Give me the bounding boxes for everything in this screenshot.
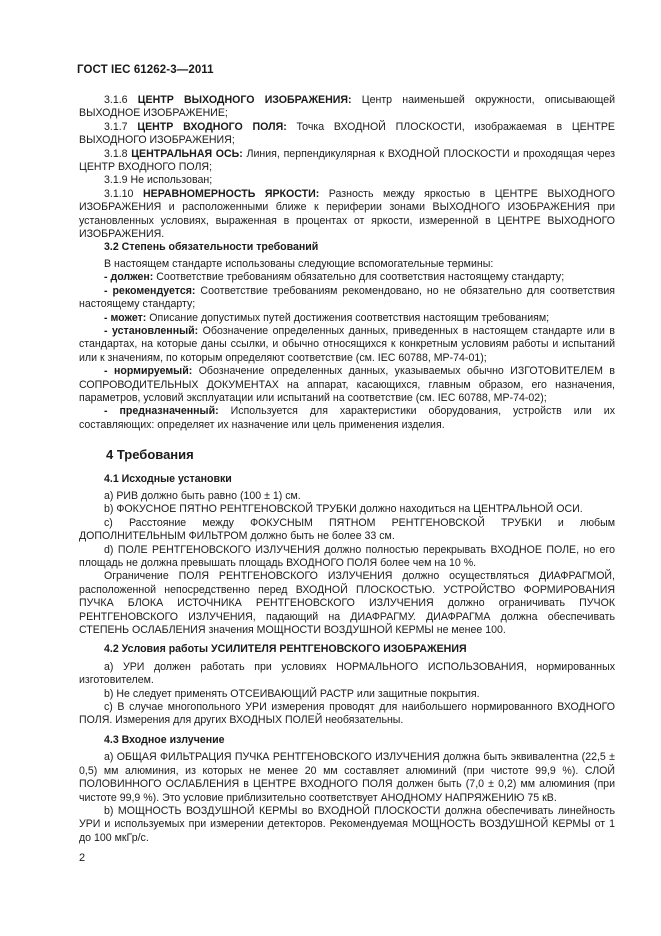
definition-term: ЦЕНТР ВХОДНОГО ПОЛЯ:: [137, 120, 287, 133]
term-normalized: [79, 365, 615, 405]
definition-number: 3.1.7: [104, 120, 128, 133]
term-label: - установленный:: [104, 324, 199, 337]
definitions-block: [79, 94, 615, 845]
definition-number: 3.1.6: [104, 94, 128, 106]
paragraph: b) МОЩНОСТЬ ВОЗДУШНОЙ КЕРМЫ во ВХОДНОЙ ПЛОСКОСТИ должна обеспечивать линейность УРИ и используемых при измерении детекторов. Рекомендуемая МОЩНОСТЬ ВОЗДУШНОЙ КЕРМЫ от 1 до 100 мкГр/с.: [79, 804, 615, 844]
term-text: Обозначение определенных данных, указываемых обычно ИЗГОТОВИТЕЛЕМ в СОПРОВОДИТЕЛЬНЫХ ДОКУМЕНТАХ на аппарат, касающихся, главным образом, его назначения, параметров, условий эксплуатации или испытаний на соответствие (см. IEC 60788, МР-74-02);: [79, 365, 615, 404]
definition-text: Не использован;: [130, 174, 213, 187]
paragraph: b) Не следует применять ОТСЕИВАЮЩИЙ РАСТР или защитные покрытия.: [104, 687, 480, 700]
definition-number: 3.1.8: [104, 147, 128, 160]
section-4-3-title: 4.3 Входное излучение: [104, 733, 225, 746]
term-text: Соответствие требованиям обязательно для соответствия настоящему стандарту;: [156, 271, 565, 284]
section-3-2-title: 3.2 Степень обязательности требований: [104, 241, 319, 254]
term-must: [79, 271, 615, 284]
term-label: - нормируемый:: [104, 365, 193, 378]
document-header: ГОСТ IEC 61262-3—2011: [77, 64, 214, 76]
section-4-title: 4 Требования: [106, 447, 194, 463]
term-text: Соответствие требованиям рекомендовано, но не обязательно для соответствия настоящему стандарту;: [79, 284, 615, 311]
page-number: 2: [79, 852, 86, 864]
definition-term: ЦЕНТР ВЫХОДНОГО ИЗОБРАЖЕНИЯ:: [137, 94, 352, 106]
definition-text: Разность между яркостью в ЦЕНТРЕ ВЫХОДНОГО ИЗОБРАЖЕНИЯ и расположенными ближе к периферии зонами ВЫХОДНОГО ИЗОБРАЖЕНИЯ при установленных условиях, выраженная в процентах от яркости, измеренной в ЦЕНТРЕ ВЫХОДНОГО ИЗОБРАЖЕНИЯ.: [79, 187, 615, 241]
paragraph: a) РИВ должно быть равно (100 ± 1) см.: [104, 489, 301, 502]
paragraph: c) В случае многопольного УРИ измерения проводят для наибольшего нормированного ВХОДНОГО ПОЛЯ. Измерения для других ВХОДНЫХ ПОЛЕЙ необязательны.: [79, 701, 615, 727]
term-intended: [79, 405, 615, 432]
definition-3-1-6: [79, 94, 615, 121]
paragraph: a) УРИ должен работать при условиях НОРМАЛЬНОГО ИСПОЛЬЗОВАНИЯ, нормированных изготовителем.: [79, 660, 615, 687]
term-text: Описание допустимых путей достижения соответствия настоящим требованиям;: [149, 311, 550, 324]
definition-term: НЕРАВНОМЕРНОСТЬ ЯРКОСТИ:: [142, 187, 320, 200]
definition-3-1-9: [79, 174, 615, 187]
definition-3-1-7: [79, 121, 615, 148]
term-may: [79, 312, 615, 325]
term-label: - предназначенный:: [104, 405, 219, 418]
section-4-1-title: 4.1 Исходные установки: [104, 472, 232, 485]
paragraph: d) ПОЛЕ РЕНТГЕНОВСКОГО ИЗЛУЧЕНИЯ должно полностью перекрывать ВХОДНОЕ ПОЛЕ, но его площадь не должна превышать площадь ВХОДНОГО ПОЛЯ более чем на 10 %.: [79, 543, 615, 569]
definition-text: Точка ВХОДНОЙ ПЛОСКОСТИ, изображаемая в ЦЕНТРЕ ВЫХОДНОГО ИЗОБРАЖЕНИЯ;: [79, 120, 615, 147]
section-4-2-title: 4.2 Условия работы УСИЛИТЕЛЯ РЕНТГЕНОВСКОГО ИЗОБРАЖЕНИЯ: [104, 643, 467, 656]
term-label: - рекомендуется:: [104, 284, 196, 297]
term-label: - может:: [104, 311, 147, 324]
term-text: Используется для характеристики оборудования, устройств или их составляющих: определяет их назначение или цель применения изделия.: [79, 405, 615, 431]
definition-term: ЦЕНТРАЛЬНАЯ ОСЬ:: [131, 147, 243, 160]
definition-text: Линия, перпендикулярная к ВХОДНОЙ ПЛОСКОСТИ и проходящая через ЦЕНТР ВХОДНОГО ПОЛЯ;: [79, 147, 616, 174]
section-3-2-intro: В настоящем стандарте использованы следующие вспомогательные термины:: [104, 257, 494, 270]
paragraph: Ограничение ПОЛЯ РЕНТГЕНОВСКОГО ИЗЛУЧЕНИЯ должно осуществляться ДИАФРАГМОЙ, расположенной непосредственно перед ВХОДНОЙ ПЛОСКОСТЬЮ. УСТРОЙСТВО ФОРМИРОВАНИЯ ПУЧКА БЛОКА ИСТОЧНИКА РЕНТГЕНОВСКОГО ИЗЛУЧЕНИЯ должно ограничивать ПУЧОК РЕНТГЕНОВСКОГО ИЗЛУЧЕНИЯ, падающий на ДИАФРАГМУ. ДИАФРАГМА должна обеспечивать СТЕПЕНЬ ОСЛАБЛЕНИЯ значения МОЩНОСТИ ВОЗДУШНОЙ КЕРМЫ не менее 100.: [79, 570, 615, 637]
term-label: - должен:: [104, 271, 154, 284]
paragraph: a) ОБЩАЯ ФИЛЬТРАЦИЯ ПУЧКА РЕНТГЕНОВСКОГО ИЗЛУЧЕНИЯ должна быть эквивалентна (22,5 ± 0,5) мм алюминия, из которых не менее 20 мм составляет алюминий (при чистоте 99,9 %). СЛОЙ ПОЛОВИННОГО ОСЛАБЛЕНИЯ в ЦЕНТРЕ ВХОДНОГО ПОЛЯ должен быть (7,0 ± 0,2) мм алюминия (при чистоте 99,9 %). Это условие приблизительно соответствует АНОДНОМУ НАПРЯЖЕНИЮ 75 кВ.: [79, 751, 615, 804]
definition-text: Центр наименьшей окружности, описывающей ВЫХОДНОЕ ИЗОБРАЖЕНИЕ;: [79, 94, 615, 120]
term-recommended: [79, 285, 615, 312]
definition-3-1-10: [79, 188, 615, 242]
paragraph: b) ФОКУСНОЕ ПЯТНО РЕНТГЕНОВСКОЙ ТРУБКИ должно находиться на ЦЕНТРАЛЬНОЙ ОСИ.: [104, 503, 583, 516]
definition-number: 3.1.9: [104, 174, 128, 187]
definition-number: 3.1.10: [104, 187, 134, 200]
paragraph: c) Расстояние между ФОКУСНЫМ ПЯТНОМ РЕНТГЕНОВСКОЙ ТРУБКИ и любым ДОПОЛНИТЕЛЬНЫМ ФИЛЬТРОМ должно быть не более 33 см.: [79, 516, 615, 543]
term-specified: [79, 325, 615, 365]
term-text: Обозначение определенных данных, приведенных в настоящем стандарте или в стандартах, на которые даны ссылки, и обычно относящихся к конкретным условиям работы и испытаний или к значениям, по которым определяют соответствие (см. IEC 60788, МР-74-01);: [79, 324, 616, 364]
definition-3-1-8: [79, 148, 615, 175]
